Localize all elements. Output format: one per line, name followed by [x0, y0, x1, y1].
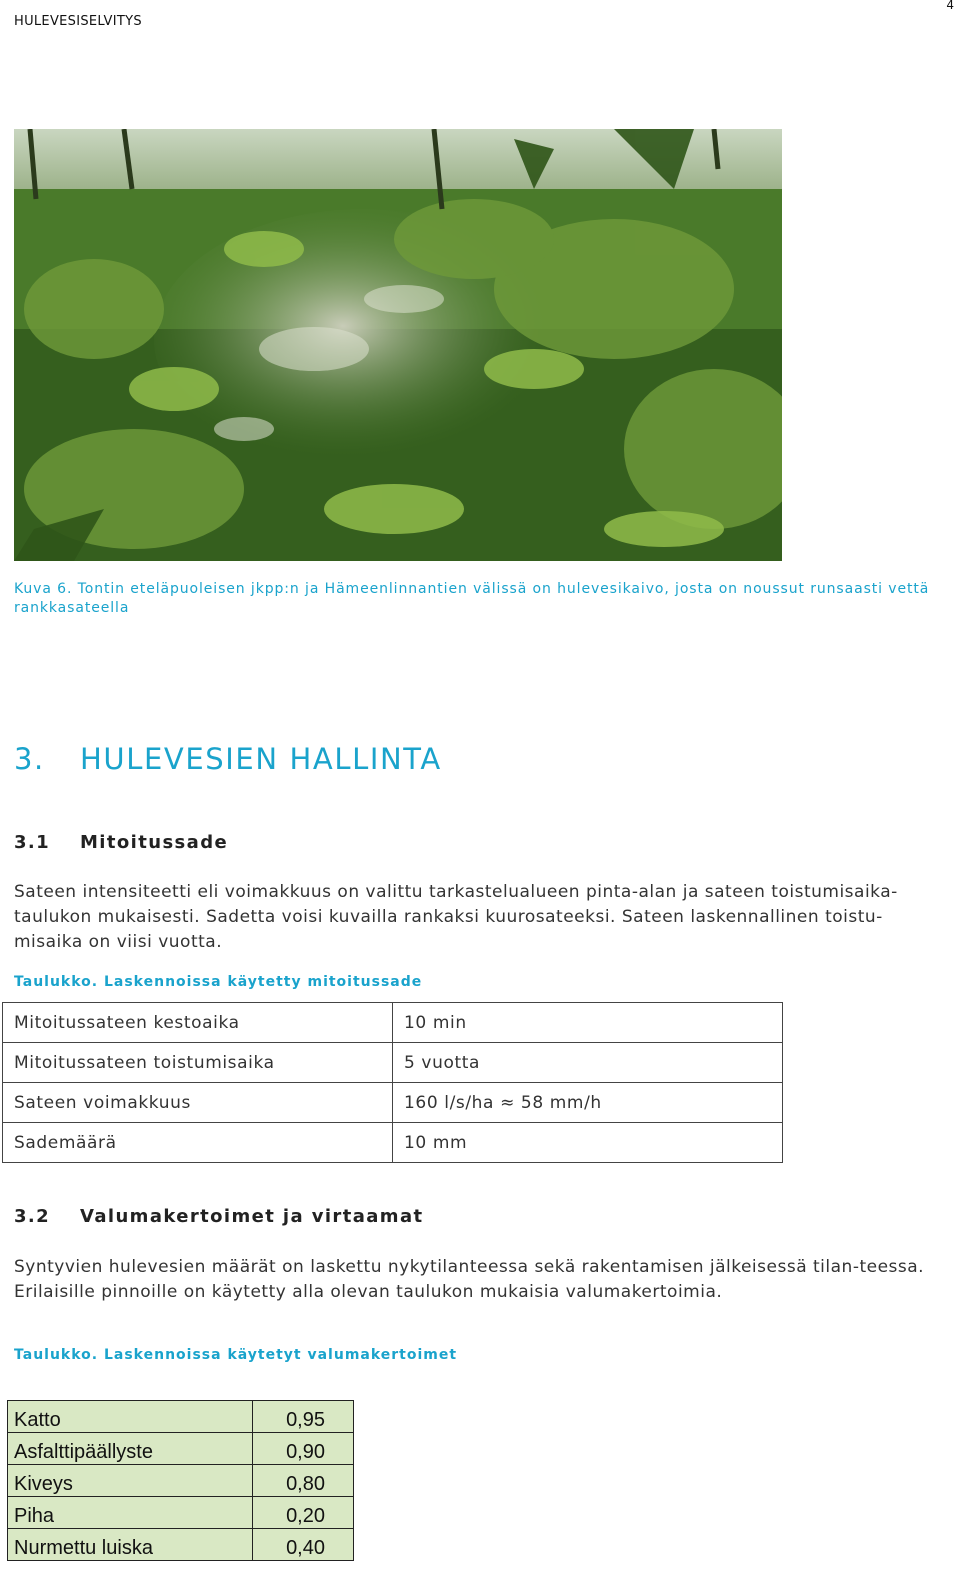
table-cell-surface: Nurmettu luiska [8, 1529, 253, 1561]
section-3-1-title: Mitoitussade [80, 832, 229, 853]
table-cell-surface: Katto [8, 1401, 253, 1433]
table-row [8, 1433, 354, 1465]
table-cell-coefficient: 0,90 [253, 1433, 354, 1465]
runoff-coefficient-table [7, 1400, 354, 1561]
table-row [8, 1465, 354, 1497]
table-cell-label: Sademäärä [3, 1123, 393, 1163]
section-3-2-title: Valumakertoimet ja virtaamat [80, 1206, 424, 1227]
runoff-table-caption: Taulukko. Laskennoissa käytetyt valumakertoimet [14, 1347, 458, 1363]
vegetation-photo [14, 129, 782, 561]
table-cell-value: 10 mm [393, 1123, 783, 1163]
section-3-1-heading [14, 832, 228, 853]
table-cell-label: Sateen voimakkuus [3, 1083, 393, 1123]
table-cell-label: Mitoitussateen toistumisaika [3, 1043, 393, 1083]
running-title: HULEVESISELVITYS [14, 14, 142, 29]
section-3-heading [14, 742, 442, 776]
table-cell-coefficient: 0,20 [253, 1497, 354, 1529]
table-row [8, 1529, 354, 1561]
table-cell-surface: Piha [8, 1497, 253, 1529]
table-cell-label: Mitoitussateen kestoaika [3, 1003, 393, 1043]
design-rain-table-caption: Taulukko. Laskennoissa käytetty mitoitussade [14, 974, 423, 990]
table-row [3, 1083, 783, 1123]
table-row [3, 1003, 783, 1043]
table-cell-coefficient: 0,40 [253, 1529, 354, 1561]
section-3-2-number: 3.2 [14, 1206, 51, 1227]
table-cell-surface: Kiveys [8, 1465, 253, 1497]
table-cell-value: 5 vuotta [393, 1043, 783, 1083]
table-cell-coefficient: 0,80 [253, 1465, 354, 1497]
table-cell-value: 160 l/s/ha ≈ 58 mm/h [393, 1083, 783, 1123]
design-rain-table [2, 1002, 783, 1163]
section-3-2-heading [14, 1206, 424, 1227]
section-3-1-paragraph: Sateen intensiteetti eli voimakkuus on valittu tarkastelualueen pinta-alan ja sateen toistumisaika-taulukon mukaisesti. Sadetta voisi kuvailla rankaksi kuurosateeksi. Sateen laskennallinen toistu-misaika on viisi vuotta. [14, 882, 898, 952]
page-number: 4 [946, 0, 954, 12]
figure-caption: Kuva 6. Tontin eteläpuoleisen jkpp:n ja Hämeenlinnantien välissä on hulevesikaivo, josta on noussut runsaasti vettä rankkasateella [14, 581, 930, 616]
table-cell-surface: Asfalttipäällyste [8, 1433, 253, 1465]
section-3-2-paragraph: Syntyvien hulevesien määrät on laskettu nykytilanteessa sekä rakentamisen jälkeisessä tilan-teessa. Erilaisille pinnoille on käytetty alla olevan taulukon mukaisia valumakertoimia. [14, 1257, 925, 1302]
section-3-1-number: 3.1 [14, 832, 51, 853]
table-cell-value: 10 min [393, 1003, 783, 1043]
section-3-title: HULEVESIEN HALLINTA [80, 742, 442, 776]
table-row [8, 1401, 354, 1433]
table-row [8, 1497, 354, 1529]
table-row [3, 1043, 783, 1083]
table-row [3, 1123, 783, 1163]
table-cell-coefficient: 0,95 [253, 1401, 354, 1433]
section-3-number: 3. [14, 742, 45, 776]
